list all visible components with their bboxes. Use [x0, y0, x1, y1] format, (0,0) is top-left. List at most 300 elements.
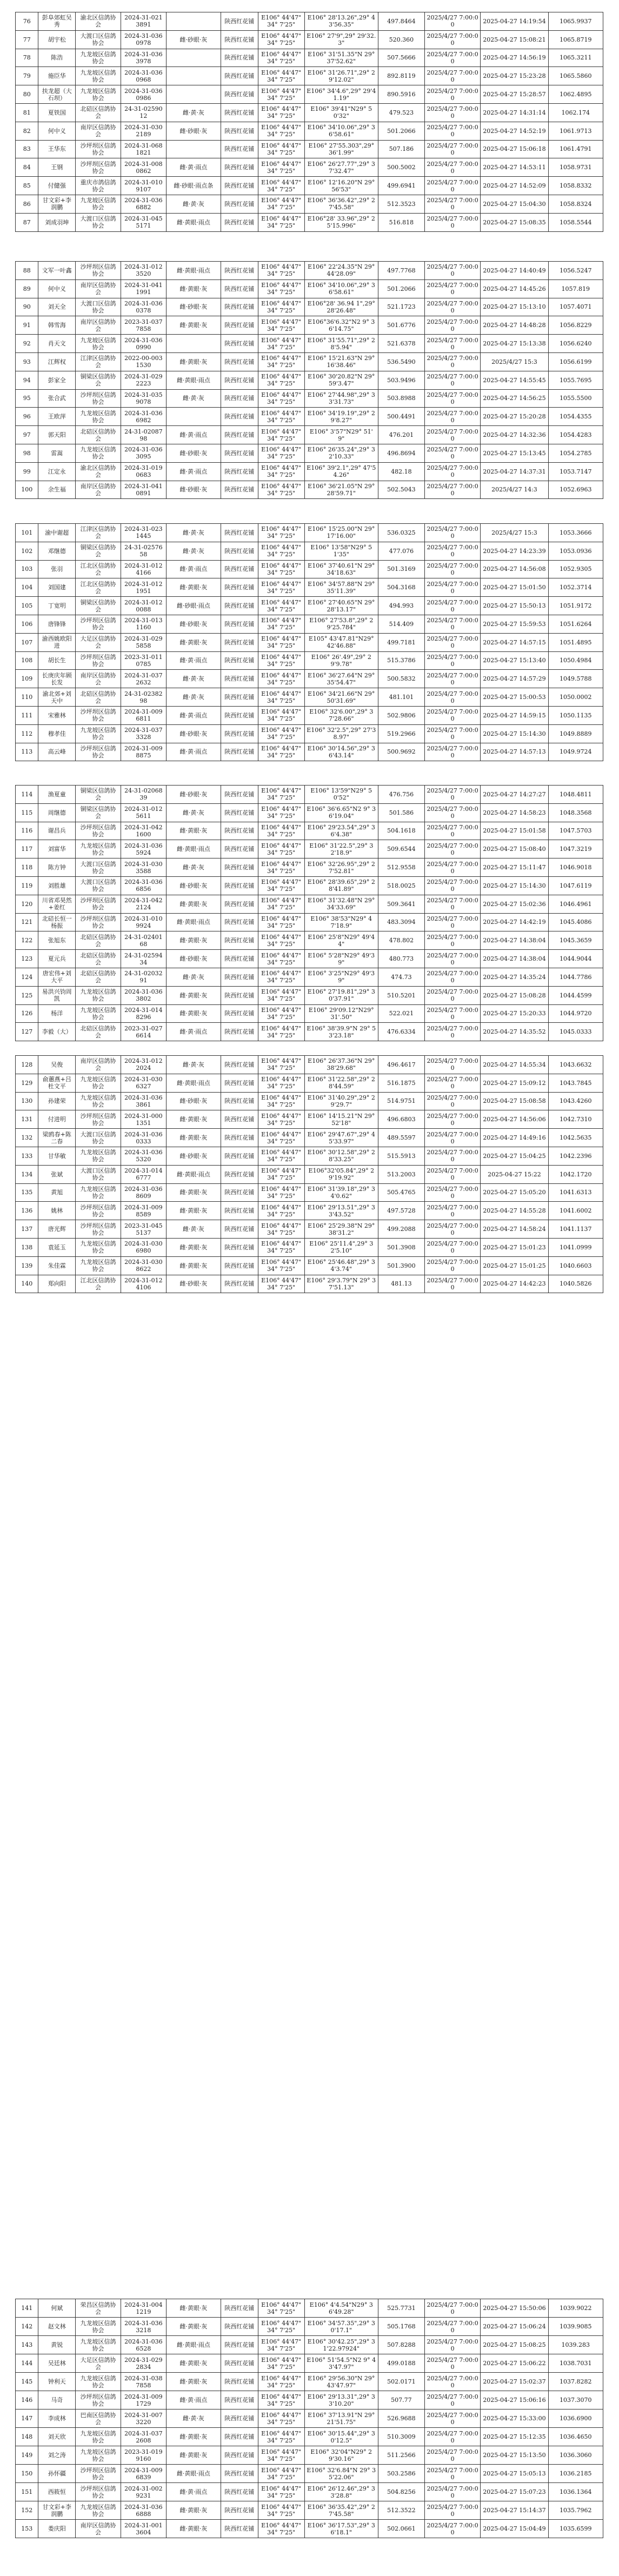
cell-lat: E106° 30'42.25",29° 31'22.97924" [304, 2336, 378, 2354]
cell-arrive: 2025-04-27 15:07:23 [481, 2483, 548, 2501]
table-row [16, 524, 603, 542]
cell-name: 余生福 [38, 481, 76, 499]
cell-arrive: 2025-04-27 14:56:08 [481, 560, 548, 578]
cell-start: 2025/4/27 7:00:00 [424, 352, 480, 371]
cell-name: 渝西姚欧阳进 [38, 633, 76, 651]
cell-arrive: 2025/4/27 14:3 [481, 481, 548, 499]
cell-loc: 陕西红花铺 [221, 2446, 258, 2465]
cell-loc: 陕西红花铺 [221, 371, 258, 389]
cell-no: 78 [16, 49, 38, 67]
cell-color: 雌·黄眼·雨点 [166, 1165, 221, 1183]
cell-lon: E106° 44'47" 34° 7'25" [258, 213, 304, 231]
cell-start: 2025/4/27 7:00:00 [424, 2409, 480, 2428]
table-row [16, 670, 603, 688]
cell-lat: E106° 37'40.61"N 29° 34'18.63" [304, 560, 378, 578]
cell-no: 114 [16, 786, 38, 804]
cell-dist: 482.18 [378, 462, 424, 481]
cell-start: 2025/4/27 7:00:00 [424, 1275, 480, 1293]
cell-color: 雌·黄眼·灰 [166, 578, 221, 597]
cell-start: 2025/4/27 7:00:00 [424, 1220, 480, 1239]
cell-start: 2025/4/27 7:00:00 [424, 158, 480, 177]
cell-color: 雌·黄眼·灰 [166, 1183, 221, 1202]
cell-club: 大渡口区信鸽协会 [76, 30, 121, 49]
cell-start: 2025/4/27 7:00:00 [424, 1023, 480, 1041]
cell-color: 雌·砂眼·灰 [166, 298, 221, 316]
cell-lon: E106° 44'47" 34° 7'25" [258, 103, 304, 122]
cell-arrive: 2025-04-27 14:35:52 [481, 1023, 548, 1041]
cell-no: 111 [16, 706, 38, 724]
cell-dist: 516.818 [378, 213, 424, 231]
cell-start: 2025/4/27 7:00:00 [424, 822, 480, 840]
cell-lon: E106° 44'47" 34° 7'25" [258, 2446, 304, 2465]
cell-no: 113 [16, 743, 38, 761]
cell-dist: 500.5832 [378, 670, 424, 688]
cell-lat: E106° 15'25.00"N 29° 17'16.00" [304, 524, 378, 542]
cell-no: 115 [16, 803, 38, 822]
cell-name: 甘文彩+李润鹏 [38, 195, 76, 213]
cell-lon: E106° 44'47" 34° 7'25" [258, 688, 304, 707]
cell-no: 124 [16, 968, 38, 986]
cell-club: 大渡口区信鸽协会 [76, 858, 121, 877]
cell-color: 雌·黄眼·灰 [166, 822, 221, 840]
cell-name: 马奇 [38, 2391, 76, 2409]
cell-name: 何中义 [38, 279, 76, 298]
cell-lat: E106° 30'12.58",29° 28'33.25" [304, 1147, 378, 1165]
cell-ring: 2024-31-0148296 [121, 1004, 166, 1023]
cell-arrive: 2025-04-27 15:13:50 [481, 2446, 548, 2465]
cell-lat: E106° 3'57"N29° 51' 9" [304, 426, 378, 444]
table-row [16, 913, 603, 931]
cell-ring: 2023-31-0199160 [121, 2446, 166, 2465]
cell-lon: E106° 44'47" 34° 7'25" [258, 1129, 304, 1147]
cell-loc: 陕西红花铺 [221, 1183, 258, 1202]
cell-loc: 陕西红花铺 [221, 560, 258, 578]
cell-lat: E106° 32'04"N29° 29'30.16" [304, 2446, 378, 2465]
cell-lon: E106° 44'47" 34° 7'25" [258, 2354, 304, 2373]
cell-loc: 陕西红花铺 [221, 986, 258, 1004]
cell-club: 九龙坡区信鸽协会 [76, 408, 121, 426]
cell-no: 103 [16, 560, 38, 578]
cell-start: 2025/4/27 7:00:00 [424, 30, 480, 49]
cell-loc: 陕西红花铺 [221, 1004, 258, 1023]
cell-speed: 1062.4895 [548, 85, 603, 104]
cell-name: 张斌 [38, 1165, 76, 1183]
cell-lon: E106° 44'47" 34° 7'25" [258, 195, 304, 213]
cell-no: 110 [16, 688, 38, 707]
cell-dist: 502.5043 [378, 481, 424, 499]
cell-start: 2025/4/27 7:00:00 [424, 1202, 480, 1220]
cell-ring: 2024-31-0455171 [121, 213, 166, 231]
cell-arrive: 2025-04-27 15:06:16 [481, 2391, 548, 2409]
cell-club: 渝北区信鸽协会 [76, 462, 121, 481]
table-row [16, 213, 603, 231]
cell-name: 文军一叶鑫 [38, 262, 76, 280]
cell-lat: E106° 3'25"N29° 49'39" [304, 968, 378, 986]
cell-arrive: 2025-04-27 15:04:30 [481, 195, 548, 213]
table-row [16, 840, 603, 858]
cell-dist: 509.6544 [378, 840, 424, 858]
cell-no: 101 [16, 524, 38, 542]
cell-color: 雌·黄眼·灰 [166, 633, 221, 651]
cell-lon: E106° 44'47" 34° 7'25" [258, 2391, 304, 2409]
cell-ring: 2022-00-0031530 [121, 352, 166, 371]
cell-no: 98 [16, 444, 38, 462]
cell-club: 九龙坡区信鸽协会 [76, 67, 121, 85]
cell-lat: E106° 27'9",29° 29'32.3" [304, 30, 378, 49]
table-row [16, 803, 603, 822]
table-row [16, 1056, 603, 1074]
cell-dist: 499.6941 [378, 177, 424, 195]
cell-loc: 陕西红花铺 [221, 931, 258, 950]
cell-color: 雌·黄·雨点 [166, 2391, 221, 2409]
cell-speed: 1040.6603 [548, 1256, 603, 1275]
cell-loc: 陕西红花铺 [221, 1256, 258, 1275]
cell-club: 沙坪坝区信鸽协会 [76, 2391, 121, 2409]
cell-ring: 2024-31-0360990 [121, 335, 166, 353]
table-row [16, 1092, 603, 1110]
cell-speed: 1052.9305 [548, 560, 603, 578]
cell-no: 123 [16, 950, 38, 968]
cell-start: 2025/4/27 7:00:00 [424, 408, 480, 426]
cell-lon: E106° 44'47" 34° 7'25" [258, 1147, 304, 1165]
cell-ring: 2024-31-0363095 [121, 444, 166, 462]
cell-lat: E106° 30'20.82"N 29° 59'3.47" [304, 371, 378, 389]
cell-name: 赵文林 [38, 2318, 76, 2336]
cell-color: 雌·黄眼·灰 [166, 279, 221, 298]
cell-ring: 2023-31-0110785 [121, 651, 166, 670]
cell-lat: E106° 32'2.5",29° 27'38.97" [304, 724, 378, 743]
cell-no: 135 [16, 1183, 38, 1202]
cell-club: 江津区信鸽协会 [76, 524, 121, 542]
cell-color: 雌·黄眼·灰 [166, 986, 221, 1004]
cell-dist: 504.3168 [378, 578, 424, 597]
cell-lat: E106° 25'29.38"N 29° 38'31.2" [304, 1220, 378, 1239]
table-row [16, 140, 603, 158]
cell-dist: 476.201 [378, 426, 424, 444]
cell-speed: 1050.0002 [548, 688, 603, 707]
cell-start: 2025/4/27 7:00:00 [424, 858, 480, 877]
table-row [16, 2318, 603, 2336]
cell-loc: 陕西红花铺 [221, 615, 258, 633]
cell-lon: E106° 44'47" 34° 7'25" [258, 30, 304, 49]
cell-name: 高云峰 [38, 743, 76, 761]
table-row [16, 651, 603, 670]
cell-loc: 陕西红花铺 [221, 578, 258, 597]
cell-club: 大渡口区信鸽协会 [76, 876, 121, 895]
cell-name: 易洪兴钧周凯 [38, 986, 76, 1004]
cell-name: 付进明 [38, 1110, 76, 1129]
cell-lat: E106° 32'26.95",29° 27'52.81" [304, 858, 378, 877]
table-row [16, 743, 603, 761]
cell-loc: 陕西红花铺 [221, 49, 258, 67]
cell-name: 孙建荣 [38, 1092, 76, 1110]
cell-lat: E106° 38'39.9"N 29° 53'23.18" [304, 1023, 378, 1041]
cell-speed: 1043.4260 [548, 1092, 603, 1110]
results-table [15, 523, 603, 761]
cell-name: 胡宇松 [38, 30, 76, 49]
cell-speed: 1043.6632 [548, 1056, 603, 1074]
cell-no: 91 [16, 316, 38, 335]
table-row [16, 858, 603, 877]
cell-start: 2025/4/27 7:00:00 [424, 688, 480, 707]
cell-speed: 1042.2396 [548, 1147, 603, 1165]
cell-club: 沙坪坝区信鸽协会 [76, 895, 121, 913]
cell-no: 121 [16, 913, 38, 931]
cell-name: 江辉权 [38, 352, 76, 371]
cell-name: 郑向阳 [38, 1275, 76, 1293]
cell-speed: 1047.3219 [548, 840, 603, 858]
cell-ring: 2024-31-0096839 [121, 2465, 166, 2483]
cell-lat: E106° 25'46.48",29° 34'3.74" [304, 1256, 378, 1275]
cell-ring: 2023-31-0377858 [121, 316, 166, 335]
cell-loc: 陕西红花铺 [221, 158, 258, 177]
cell-arrive: 2025-04-27 15:01:25 [481, 1256, 548, 1275]
cell-start: 2025/4/27 7:00:00 [424, 103, 480, 122]
cell-lat: E106° 36'27.64"N 29° 35'54.47" [304, 670, 378, 688]
cell-speed: 1041.1137 [548, 1220, 603, 1239]
cell-dist: 479.523 [378, 103, 424, 122]
cell-ring: 2024-31-0295858 [121, 633, 166, 651]
cell-arrive: 2025-04-27 15:12:35 [481, 2428, 548, 2446]
cell-arrive: 2025-04-27 15:04:25 [481, 1147, 548, 1165]
cell-no: 147 [16, 2409, 38, 2428]
cell-name: 韩雪海 [38, 316, 76, 335]
cell-dist: 503.2586 [378, 2465, 424, 2483]
cell-speed: 1056.8229 [548, 316, 603, 335]
table-row [16, 12, 603, 31]
table-row [16, 1165, 603, 1183]
results-table [15, 1055, 603, 1293]
cell-speed: 1065.5860 [548, 67, 603, 85]
cell-dist: 518.0025 [378, 876, 424, 895]
cell-dist: 514.409 [378, 615, 424, 633]
cell-speed: 1036.2185 [548, 2465, 603, 2483]
cell-arrive: 2025-04-27 14:56:06 [481, 1110, 548, 1129]
cell-loc: 陕西红花铺 [221, 2336, 258, 2354]
cell-dist: 501.3169 [378, 560, 424, 578]
cell-start: 2025/4/27 7:00:00 [424, 2446, 480, 2465]
cell-color: 雌·砂眼·灰 [166, 615, 221, 633]
cell-name: 孙怀疆 [38, 2465, 76, 2483]
cell-lat: E106° 29'13.51",29° 33'43.52" [304, 1202, 378, 1220]
table-row [16, 560, 603, 578]
cell-dist: 502.0661 [378, 2520, 424, 2538]
cell-club: 北碚区信鸽协会 [76, 688, 121, 707]
cell-club: 大渡口区信鸽协会 [76, 1129, 121, 1147]
cell-lon: E106° 44'47" 34° 7'25" [258, 49, 304, 67]
cell-arrive: 2025-04-27 15:59:53 [481, 615, 548, 633]
cell-color: 雌·砂眼·灰 [166, 1147, 221, 1165]
cell-arrive: 2025-04-27 15:23:28 [481, 67, 548, 85]
table-row [16, 822, 603, 840]
cell-no: 152 [16, 2501, 38, 2520]
cell-arrive: 2025-04-27 15:01:58 [481, 822, 548, 840]
cell-club: 北碚区信鸽协会 [76, 426, 121, 444]
cell-arrive: 2025-04-27 15:14:30 [481, 876, 548, 895]
cell-club: 九龙坡区信鸽协会 [76, 1092, 121, 1110]
cell-arrive: 2025-04-27 15:08:28 [481, 986, 548, 1004]
cell-ring: 2024-31-0124106 [121, 1275, 166, 1293]
cell-loc: 陕西红花铺 [221, 481, 258, 499]
cell-loc: 陕西红花铺 [221, 1275, 258, 1293]
cell-no: 97 [16, 426, 38, 444]
cell-speed: 1041.0999 [548, 1238, 603, 1256]
cell-ring: 2024-31-0292223 [121, 371, 166, 389]
cell-dist: 505.4765 [378, 1183, 424, 1202]
cell-lat: E106° 30'14.56",29° 36'43.14" [304, 743, 378, 761]
cell-start: 2025/4/27 7:00:00 [424, 706, 480, 724]
cell-dist: 510.5201 [378, 986, 424, 1004]
cell-arrive: 2025-04-27 15:20:28 [481, 408, 548, 426]
cell-name: 杨洋 [38, 1004, 76, 1023]
cell-arrive: 2025-04-27 14:48:28 [481, 316, 548, 335]
cell-no: 127 [16, 1023, 38, 1041]
cell-dist: 501.2066 [378, 122, 424, 140]
cell-name: 何中义 [38, 122, 76, 140]
cell-start: 2025/4/27 7:00:00 [424, 335, 480, 353]
table-row [16, 122, 603, 140]
table-row [16, 481, 603, 499]
cell-no: 148 [16, 2428, 38, 2446]
cell-club: 九龙坡区信鸽协会 [76, 1004, 121, 1023]
cell-speed: 1050.1135 [548, 706, 603, 724]
cell-name: 刘天欣 [38, 2428, 76, 2446]
cell-no: 118 [16, 858, 38, 877]
cell-dist: 476.756 [378, 786, 424, 804]
cell-ring: 2024-31-0231445 [121, 524, 166, 542]
cell-club: 大渡口区信鸽协会 [76, 298, 121, 316]
cell-ring: 2024-31-0373328 [121, 724, 166, 743]
cell-loc: 陕西红花铺 [221, 913, 258, 931]
cell-start: 2025/4/27 7:00:00 [424, 2391, 480, 2409]
results-table-block [15, 1055, 603, 1293]
cell-loc: 陕西红花铺 [221, 408, 258, 426]
cell-name: 张合武 [38, 389, 76, 408]
cell-arrive: 2025-04-27 15:50:13 [481, 597, 548, 615]
cell-start: 2025/4/27 7:00:00 [424, 67, 480, 85]
cell-start: 2025/4/27 7:00:00 [424, 670, 480, 688]
cell-lat: E106° 25'11.4",29° 32'5.10" [304, 1238, 378, 1256]
cell-speed: 1037.3070 [548, 2391, 603, 2409]
cell-speed: 1062.174 [548, 103, 603, 122]
cell-arrive: 2025-04-27 15:14:30 [481, 724, 548, 743]
cell-no: 81 [16, 103, 38, 122]
cell-lat: E106° 31'26.71",29° 29'12.02" [304, 67, 378, 85]
cell-arrive: 2025-04-27 15:06:22 [481, 2354, 548, 2373]
cell-loc: 陕西红花铺 [221, 1110, 258, 1129]
cell-ring: 24-31-0206839 [121, 786, 166, 804]
cell-loc: 陕西红花铺 [221, 968, 258, 986]
table-row [16, 2391, 603, 2409]
cell-color: 雌·黄·雨点 [166, 743, 221, 761]
cell-club: 铜梁区信鸽协会 [76, 597, 121, 615]
cell-arrive: 2025-04-27 15:08:40 [481, 840, 548, 858]
cell-arrive: 2025-04-27 15:13:38 [481, 335, 548, 353]
cell-color [166, 140, 221, 158]
results-table [15, 12, 603, 232]
cell-color: 雌·砂眼·灰 [166, 1275, 221, 1293]
cell-lat: E106° 27'19.81",29° 30'37.91" [304, 986, 378, 1004]
cell-start: 2025/4/27 7:00:00 [424, 371, 480, 389]
cell-loc: 陕西红花铺 [221, 1129, 258, 1147]
cell-speed: 1047.5703 [548, 822, 603, 840]
cell-start: 2025/4/27 7:00:00 [424, 389, 480, 408]
cell-color: 雌·黄·雨点 [166, 560, 221, 578]
cell-club: 北碚区信鸽协会 [76, 103, 121, 122]
cell-arrive: 2025-04-27 14:40:49 [481, 262, 548, 280]
cell-speed: 1056.6199 [548, 352, 603, 371]
cell-lat: E106° 26'37.36"N 29° 38'29.68" [304, 1056, 378, 1074]
cell-start: 2025/4/27 7:00:00 [424, 615, 480, 633]
table-row [16, 335, 603, 353]
cell-color [166, 85, 221, 104]
cell-ring: 24-31-0259434 [121, 950, 166, 968]
cell-lat: E106° 4'4.54"N29° 36'49.28" [304, 2299, 378, 2318]
cell-name: 周继德 [38, 803, 76, 822]
cell-loc: 陕西红花铺 [221, 2318, 258, 2336]
cell-arrive: 2025-04-27 15:28:57 [481, 85, 548, 104]
cell-club: 九龙坡区信鸽协会 [76, 2336, 121, 2354]
cell-name: 宋雅林 [38, 706, 76, 724]
cell-color: 雌·黄眼·雨点 [166, 262, 221, 280]
cell-color: 雌·黄·灰 [166, 389, 221, 408]
cell-lat: E106° 31'32.48"N 29° 34'33.69" [304, 895, 378, 913]
cell-name: 王欧萍 [38, 408, 76, 426]
cell-lon: E106° 44'47" 34° 7'25" [258, 822, 304, 840]
cell-no: 80 [16, 85, 38, 104]
cell-arrive: 2025-04-27 14:32:36 [481, 426, 548, 444]
cell-name: 胡长生 [38, 651, 76, 670]
cell-ring: 2024-31-0013604 [121, 2520, 166, 2538]
cell-club: 沙坪坝区信鸽协会 [76, 140, 121, 158]
cell-club: 南岸区信鸽协会 [76, 122, 121, 140]
cell-color: 雌·黄·灰 [166, 1056, 221, 1074]
cell-arrive: 2025-04-27 14:55:28 [481, 1202, 548, 1220]
cell-arrive: 2025-04-27 14:42:19 [481, 913, 548, 931]
cell-lon: E106° 44'47" 34° 7'25" [258, 371, 304, 389]
cell-speed: 1054.2785 [548, 444, 603, 462]
cell-ring: 2024-31-0124166 [121, 560, 166, 578]
cell-ring: 24-31-0203291 [121, 968, 166, 986]
cell-color: 雌·黄眼·灰 [166, 2373, 221, 2391]
cell-club: 九龙坡区信鸽协会 [76, 49, 121, 67]
cell-arrive: 2025-04-27 14:56:25 [481, 389, 548, 408]
cell-lat: E106° 37'13.91"N 29° 21'51.75" [304, 2409, 378, 2428]
cell-lat: E106° 5'28"N29° 49'39" [304, 950, 378, 968]
cell-club: 沙坪坝区信鸽协会 [76, 1110, 121, 1129]
cell-dist: 500.4491 [378, 408, 424, 426]
cell-color [166, 49, 221, 67]
cell-dist: 526.9688 [378, 2409, 424, 2428]
table-row [16, 950, 603, 968]
cell-speed: 1044.7786 [548, 968, 603, 986]
cell-color: 雌·黄·雨点 [166, 462, 221, 481]
table-row [16, 1129, 603, 1147]
cell-ring: 2024-31-0359078 [121, 389, 166, 408]
cell-name: 郭天阳 [38, 426, 76, 444]
cell-speed: 1045.3659 [548, 931, 603, 950]
cell-loc: 陕西红花铺 [221, 803, 258, 822]
cell-speed: 1049.8889 [548, 724, 603, 743]
table-row [16, 49, 603, 67]
table-row [16, 462, 603, 481]
cell-speed: 1038.7031 [548, 2354, 603, 2373]
cell-color: 雌·黄·雨点 [166, 2483, 221, 2501]
cell-speed: 1058.9731 [548, 158, 603, 177]
cell-lon: E106° 44'47" 34° 7'25" [258, 426, 304, 444]
cell-ring: 2024-31-0091729 [121, 2391, 166, 2409]
cell-lon: E106° 44'47" 34° 7'25" [258, 840, 304, 858]
